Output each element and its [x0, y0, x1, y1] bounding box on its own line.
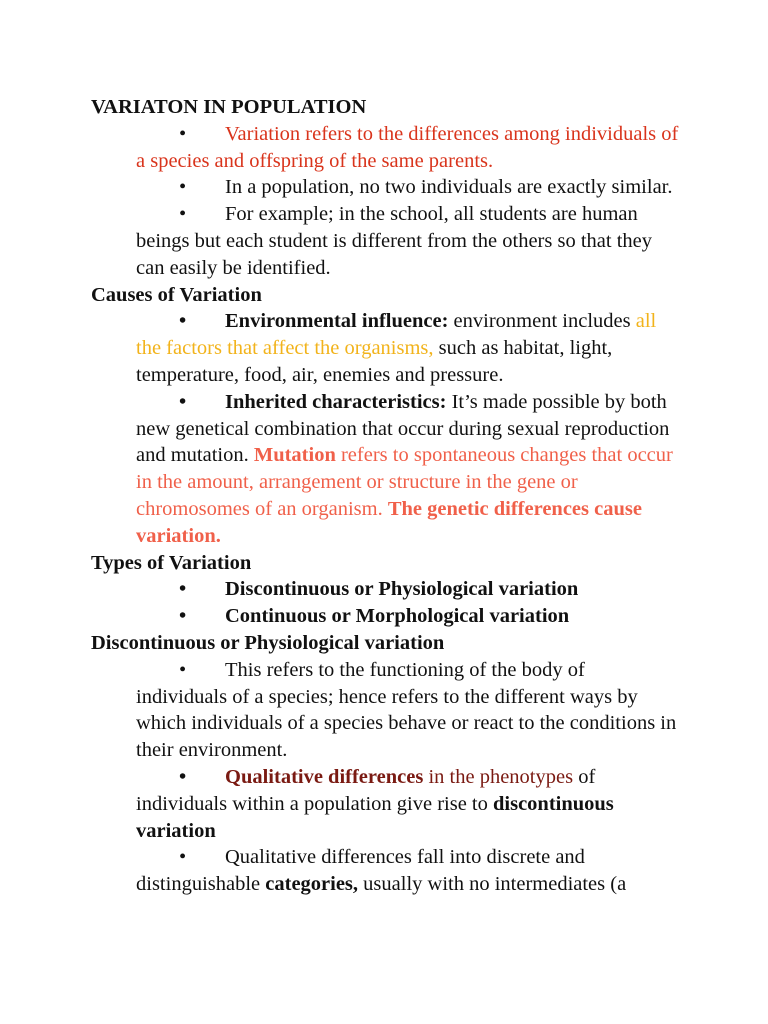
list-item [136, 764, 681, 844]
categories-term: categories, [265, 873, 359, 896]
section-heading-discontinuous: Discontinuous or Physiological variation [91, 631, 445, 654]
list-item [136, 603, 681, 630]
env-influence-label: Environmental influence: [225, 310, 449, 333]
env-highlight-text: all the factors that affect the organisms, [136, 310, 657, 360]
list-item-text: usually with no intermediates (a [358, 873, 627, 896]
list-item-text: environment includes [448, 310, 636, 333]
list-item [136, 174, 681, 201]
list-item-text: For example; in the school, all students are human beings but each student is different from the others so that they can easily be identified. [136, 203, 652, 279]
bullet-icon: • [179, 203, 187, 226]
section-heading-causes: Causes of Variation [91, 283, 262, 306]
list-item-text: of individuals within a population give rise to [136, 765, 596, 815]
mutation-definition: refers to spontaneous changes that occur in the amount, arrangement or structure in the gene or chromosomes of an organism. [136, 444, 673, 520]
bullet-icon: • [179, 846, 187, 869]
list-item [136, 308, 681, 388]
inherited-label: Inherited characteristics: [225, 390, 447, 413]
list-item-text: This refers to the functioning of the body of individuals of a species; hence refers to the different ways by which individuals of a species behave or react to the conditions in their environment. [136, 658, 677, 762]
discontinuous-variation-term: discontinuous variation [136, 792, 614, 842]
bullet-icon: • [179, 605, 187, 628]
bullet-icon: • [179, 390, 187, 413]
list-item [136, 201, 681, 281]
bullet-icon: • [179, 122, 187, 145]
qualitative-label: Qualitative differences [225, 765, 424, 788]
bullet-icon: • [179, 176, 187, 199]
list-item [136, 576, 681, 603]
list-item-text: such as habitat, light, temperature, food, air, enemies and pressure. [136, 337, 613, 386]
list-item [136, 121, 681, 175]
list-item [136, 844, 681, 898]
genetic-conclusion: The genetic differences cause variation. [136, 497, 642, 547]
type-continuous: Continuous or Morphological variation [225, 605, 570, 628]
document-page [0, 94, 768, 898]
bullet-icon: • [179, 310, 187, 333]
variation-definition: Variation refers to the differences among individuals of a species and offspring of the same parents. [136, 122, 679, 172]
list-item [136, 657, 681, 764]
bullet-icon: • [179, 578, 187, 601]
bullet-icon: • [179, 765, 187, 788]
type-discontinuous: Discontinuous or Physiological variation [225, 578, 579, 601]
list-item [136, 389, 681, 550]
section-heading-types: Types of Variation [91, 551, 252, 574]
list-item-text: It’s made possible by both new genetical combination that occur during sexual reproduction and mutation. [136, 390, 670, 467]
phenotypes-text: in the phenotypes [423, 765, 574, 788]
list-item-text: Qualitative differences fall into discrete and distinguishable [136, 846, 585, 896]
list-item-text: In a population, no two individuals are exactly similar. [225, 176, 673, 199]
document-title: VARIATON IN POPULATION [91, 96, 367, 118]
mutation-label: Mutation [253, 444, 336, 467]
bullet-icon: • [179, 658, 187, 681]
